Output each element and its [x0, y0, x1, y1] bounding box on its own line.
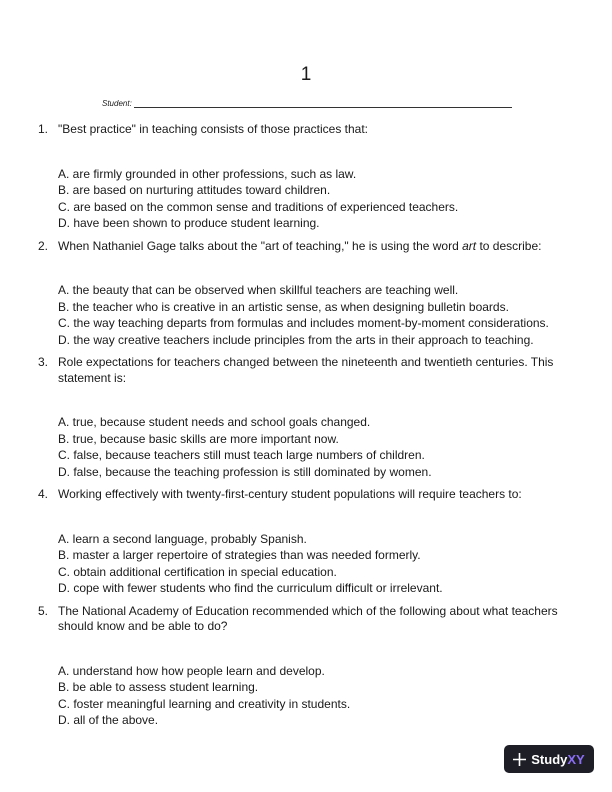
question-number: 4. — [38, 487, 49, 501]
question-text: "Best practice" in teaching consists of those practices that: — [58, 122, 369, 136]
answer-options — [58, 166, 568, 232]
plus-icon — [513, 753, 526, 766]
option-d: D. all of the above. — [58, 713, 159, 727]
question-stem — [38, 122, 568, 138]
option-c: C. the way teaching departs from formulas and includes moment-by-moment considerations. — [58, 316, 549, 330]
answer-options — [58, 663, 568, 729]
option-a: A. are firmly grounded in other professions, such as law. — [58, 166, 357, 181]
question-1 — [38, 122, 568, 232]
student-name-line — [102, 99, 512, 108]
question-number: 1. — [38, 122, 49, 136]
option-b: B. the teacher who is creative in an artistic sense, as when designing bulletin boards. — [58, 299, 509, 314]
question-stem — [38, 604, 568, 635]
question-text: Role expectations for teachers changed between the nineteenth and twentieth centuries. This statement is: — [58, 355, 554, 385]
question-text — [58, 239, 568, 255]
question-number: 5. — [38, 603, 49, 618]
question-4 — [38, 487, 568, 597]
question-number: 3. — [38, 355, 49, 369]
question-text: The National Academy of Education recommended which of the following about what teachers should know and be able to do? — [58, 603, 558, 633]
option-d: D. cope with fewer students who find the curriculum difficult or irrelevant. — [58, 581, 443, 595]
option-a: A. true, because student needs and school goals changed. — [58, 415, 371, 429]
answer-options — [58, 414, 568, 480]
option-b: B. be able to assess student learning. — [58, 680, 259, 694]
option-d: D. the way creative teachers include principles from the arts in their approach to teaching. — [58, 332, 534, 347]
question-number: 2. — [38, 238, 49, 253]
question-text-start: When Nathaniel Gage talks about the "art of teaching," he is using the word — [58, 238, 463, 253]
option-b: B. are based on nurturing attitudes toward children. — [58, 183, 331, 197]
question-2 — [38, 239, 568, 349]
option-c: C. obtain additional certification in special education. — [58, 564, 337, 579]
student-label: Student: — [102, 99, 132, 108]
option-c: C. false, because teachers still must teach large numbers of children. — [58, 448, 425, 462]
question-3 — [38, 355, 568, 480]
option-c: C. are based on the common sense and traditions of experienced teachers. — [58, 199, 459, 214]
option-a: A. learn a second language, probably Spanish. — [58, 531, 307, 546]
page-number: 1 — [300, 64, 312, 85]
student-name-blank — [134, 99, 512, 108]
answer-options — [58, 531, 568, 597]
option-b: B. master a larger repertoire of strategies than was needed formerly. — [58, 548, 421, 562]
question-text: Working effectively with twenty-first-century student populations will require teachers to: — [58, 487, 522, 501]
option-a: A. the beauty that can be observed when skillful teachers are teaching well. — [58, 283, 459, 297]
studyxy-logo[interactable] — [504, 745, 594, 773]
question-stem — [38, 355, 568, 386]
option-d: D. have been shown to produce student learning. — [58, 216, 320, 230]
option-b: B. true, because basic skills are more important now. — [58, 431, 339, 446]
option-a: A. understand how how people learn and develop. — [58, 663, 325, 678]
option-d: D. false, because the teaching profession is still dominated by women. — [58, 464, 432, 479]
question-5 — [38, 604, 568, 729]
option-c: C. foster meaningful learning and creativity in students. — [58, 696, 351, 711]
question-list — [38, 122, 568, 736]
question-stem — [38, 487, 568, 503]
question-text-end: to describe: — [476, 238, 542, 253]
logo-text-accent: XY — [567, 751, 585, 767]
logo-text: Study — [531, 751, 568, 767]
question-stem — [38, 239, 568, 255]
question-text-emphasis: art — [462, 238, 477, 253]
answer-options — [58, 282, 568, 348]
